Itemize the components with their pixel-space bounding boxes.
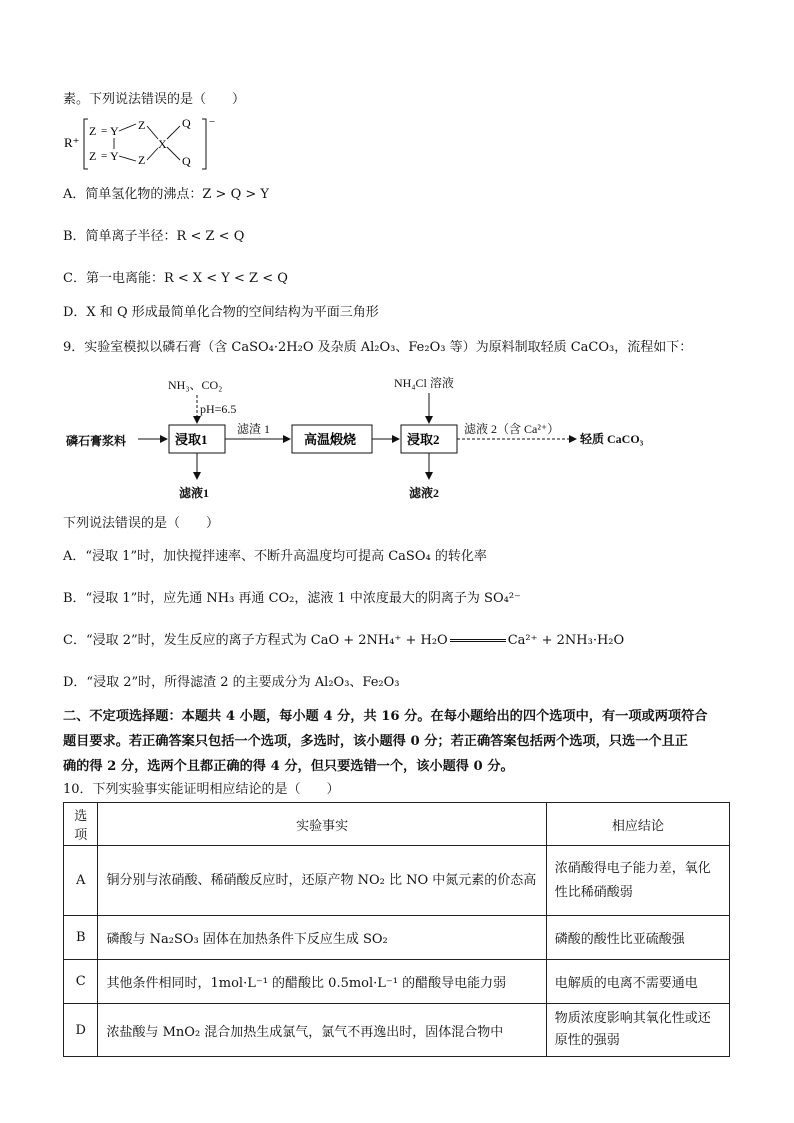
row-option: D (64, 1004, 98, 1057)
atom-q-bottom: Q (182, 154, 191, 168)
row-conclusion: 电解质的电离不需要通电 (546, 960, 729, 1004)
row-fact: 其他条件相同时，1mol·L⁻¹ 的醋酸比 0.5mol·L⁻¹ 的醋酸导电能力弱 (98, 960, 546, 1004)
atom-z-bottom: Z (138, 153, 146, 167)
q8-option-d: D．X 和 Q 形成最简单化合物的空间结构为平面三角形 (63, 305, 379, 320)
atom-z-bottom-left: Z (89, 149, 97, 163)
atom-z-top: Z (138, 118, 146, 132)
q9-ask: 下列说法错误的是（ ） (63, 516, 220, 531)
experiment-table (63, 802, 730, 1057)
q9-option-c (63, 632, 624, 650)
section-2-line-1: 二、不定项选择题：本题共 4 小题，每小题 4 分，共 16 分。在每小题给出的四个选项中，有一项或两项符合 (63, 709, 708, 724)
row-conclusion: 物质浓度影响其氧化性或还原性的强弱 (546, 1004, 729, 1057)
atom-q-top: Q (182, 116, 191, 130)
question-10-stem: 10．下列实验事实能证明相应结论的是（ ） (63, 782, 340, 797)
input-nh3-co2: NH₃、CO₂ (168, 378, 223, 392)
ph-label: pH=6.5 (200, 402, 237, 416)
row-fact: 铜分别与浓硝酸、稀硝酸反应时，还原产物 NO₂ 比 NO 中氮元素的价态高 (98, 846, 546, 916)
process-flow-diagram (62, 373, 662, 503)
table-row (64, 846, 730, 916)
row-option: C (64, 960, 98, 1004)
input-nh4cl: NH₄Cl 溶液 (394, 376, 454, 390)
section-2-line-3: 确的得 2 分，选两个且都正确的得 4 分，但只要选错一个，该小题得 0 分。 (63, 759, 514, 774)
header-fact: 实验事实 (98, 803, 546, 846)
q8-option-a: A．简单氢化物的沸点：Z > Q > Y (63, 187, 269, 202)
calcine-text: 高温煅烧 (304, 432, 357, 447)
filtrate-1-output: 滤液1 (179, 486, 210, 500)
header-option: 选项 (64, 803, 98, 846)
question-8-stem: 素。下列说法错误的是（ ） (63, 92, 246, 107)
row-option: B (64, 916, 98, 960)
row-conclusion: 磷酸的酸性比亚硫酸强 (546, 916, 729, 960)
atom-x: X (158, 137, 167, 151)
svg-text:=: = (101, 150, 108, 162)
q9-option-c-tail: Ca²⁺ + 2NH₃·H₂O (507, 633, 625, 648)
row-conclusion: 浓硝酸得电子能力差，氧化性比稀硝酸弱 (546, 846, 729, 916)
row-fact: 浓盐酸与 MnO₂ 混合加热生成氯气，氯气不再逸出时，固体混合物中 (98, 1004, 546, 1057)
table-header-row (64, 803, 730, 846)
residue-1-label: 滤渣 1 (237, 422, 271, 436)
anion-charge: − (209, 116, 216, 128)
equation-equals-sign (450, 639, 506, 642)
filtrate-2-output: 滤液2 (409, 486, 440, 500)
atom-z-top-left: Z (89, 124, 97, 138)
product-label: 轻质 CaCO₃ (580, 432, 644, 446)
header-conclusion: 相应结论 (546, 803, 729, 846)
q9-option-d: D．“浸取 2”时，所得滤渣 2 的主要成分为 Al₂O₃、Fe₂O₃ (63, 675, 400, 690)
q8-option-b: B．简单离子半径：R < Z < Q (63, 229, 245, 244)
feed-label: 磷石膏浆料 (66, 434, 127, 448)
table-row (64, 1004, 730, 1057)
row-option: A (64, 846, 98, 916)
q9-option-a: A．“浸取 1”时，加快搅拌速率、不断升高温度均可提高 CaSO₄ 的转化率 (63, 549, 487, 564)
filtrate-2-label: 滤液 2（含 Ca²⁺） (464, 422, 560, 436)
question-9-stem: 9．实验室模拟以磷石膏（含 CaSO₄·2H₂O 及杂质 Al₂O₃、Fe₂O₃ 等）为原料制取轻质 CaCO₃，流程如下： (63, 340, 693, 355)
svg-text:=: = (101, 125, 108, 137)
q9-option-b: B．“浸取 1”时，应先通 NH₃ 再通 CO₂，滤液 1 中浓度最大的阴离子为 SO₄²⁻ (63, 591, 521, 606)
table-row (64, 916, 730, 960)
cation-label: R⁺ (64, 135, 80, 150)
atom-y-bottom: Y (110, 149, 119, 163)
table-row (64, 960, 730, 1004)
q9-option-c-head: C．“浸取 2”时，发生反应的离子方程式为 CaO + 2NH₄⁺ + H₂O (63, 633, 448, 648)
ionic-structure-diagram (62, 115, 222, 173)
atom-y-top: Y (110, 124, 119, 138)
section-2-line-2: 题目要求。若正确答案只包括一个选项，多选时，该小题得 0 分；若正确答案包括两个选项，只选一个且正 (63, 734, 688, 749)
leach-2-text: 浸取2 (407, 432, 440, 447)
q8-option-c: C．第一电离能：R < X < Y < Z < Q (63, 271, 288, 286)
leach-1-text: 浸取1 (175, 432, 208, 447)
row-fact: 磷酸与 Na₂SO₃ 固体在加热条件下反应生成 SO₂ (98, 916, 546, 960)
